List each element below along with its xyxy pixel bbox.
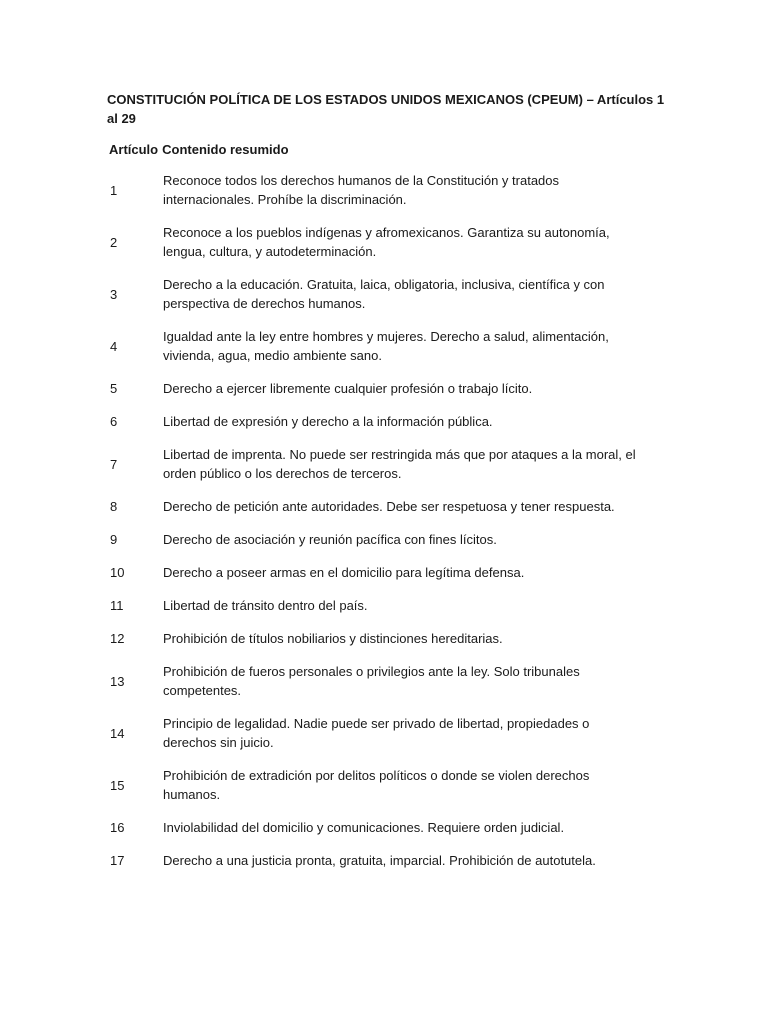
article-content: Prohibición de extradición por delitos políticos o donde se violen derechos humanos. (163, 768, 590, 802)
articles-table (107, 164, 667, 877)
table-row (107, 268, 667, 320)
table-row (107, 490, 667, 523)
article-number: 15 (110, 777, 125, 793)
article-content: Libertad de tránsito dentro del país. (163, 598, 368, 613)
table-header (109, 140, 667, 159)
article-content: Principio de legalidad. Nadie puede ser privado de libertad, propiedades o derechos sin juicio. (163, 716, 590, 750)
table-row (107, 216, 667, 268)
article-content: Derecho a ejercer libremente cualquier profesión o trabajo lícito. (163, 381, 533, 396)
table-row (107, 556, 667, 589)
table-row (107, 405, 667, 438)
article-content: Inviolabilidad del domicilio y comunicaciones. Requiere orden judicial. (163, 820, 565, 835)
article-number: 9 (110, 532, 118, 547)
article-content: Reconoce todos los derechos humanos de la Constitución y tratados internacionales. Prohíbe la discriminación. (163, 173, 560, 207)
article-number: 3 (110, 286, 118, 302)
document-title: CONSTITUCIÓN POLÍTICA DE LOS ESTADOS UNIDOS MEXICANOS (CPEUM) – Artículos 1 al 29 (107, 92, 665, 126)
table-row (107, 372, 667, 405)
article-content: Libertad de imprenta. No puede ser restringida más que por ataques a la moral, el orden público o los derechos de terceros. (163, 447, 636, 481)
article-number: 14 (110, 725, 125, 741)
article-number: 11 (110, 598, 124, 613)
table-row (107, 707, 667, 759)
table-row (107, 655, 667, 707)
table-row (107, 164, 667, 216)
article-number: 17 (110, 853, 125, 868)
article-content: Derecho a la educación. Gratuita, laica, obligatoria, inclusiva, científica y con perspectiva de derechos humanos. (163, 277, 605, 311)
column-header-article: Artículo (109, 142, 159, 157)
table-row (107, 438, 667, 490)
article-content: Derecho de asociación y reunión pacífica con fines lícitos. (163, 532, 497, 547)
article-number: 5 (110, 381, 118, 396)
article-number: 7 (110, 456, 118, 472)
article-number: 8 (110, 499, 118, 514)
article-content: Derecho de petición ante autoridades. Debe ser respetuosa y tener respuesta. (163, 499, 615, 514)
article-number: 13 (110, 673, 125, 689)
article-content: Prohibición de títulos nobiliarios y distinciones hereditarias. (163, 631, 503, 646)
article-number: 6 (110, 414, 118, 429)
table-row (107, 811, 667, 844)
document-page (107, 90, 667, 877)
column-header-content: Contenido resumido (162, 142, 289, 157)
table-row (107, 589, 667, 622)
article-content: Derecho a poseer armas en el domicilio para legítima defensa. (163, 565, 525, 580)
article-content: Libertad de expresión y derecho a la información pública. (163, 414, 493, 429)
article-number: 4 (110, 338, 118, 354)
table-row (107, 320, 667, 372)
article-number: 12 (110, 631, 125, 646)
article-content: Derecho a una justicia pronta, gratuita, imparcial. Prohibición de autotutela. (163, 853, 596, 868)
article-number: 10 (110, 565, 125, 580)
table-row (107, 622, 667, 655)
table-row (107, 523, 667, 556)
article-content: Igualdad ante la ley entre hombres y mujeres. Derecho a salud, alimentación, vivienda, agua, medio ambiente sano. (163, 329, 609, 363)
article-number: 2 (110, 234, 118, 250)
article-number: 1 (110, 182, 118, 198)
table-row (107, 844, 667, 877)
article-number: 16 (110, 820, 125, 835)
article-content: Prohibición de fueros personales o privilegios ante la ley. Solo tribunales competentes. (163, 664, 580, 698)
table-row (107, 759, 667, 811)
article-content: Reconoce a los pueblos indígenas y afromexicanos. Garantiza su autonomía, lengua, cultura, y autodeterminación. (163, 225, 610, 259)
